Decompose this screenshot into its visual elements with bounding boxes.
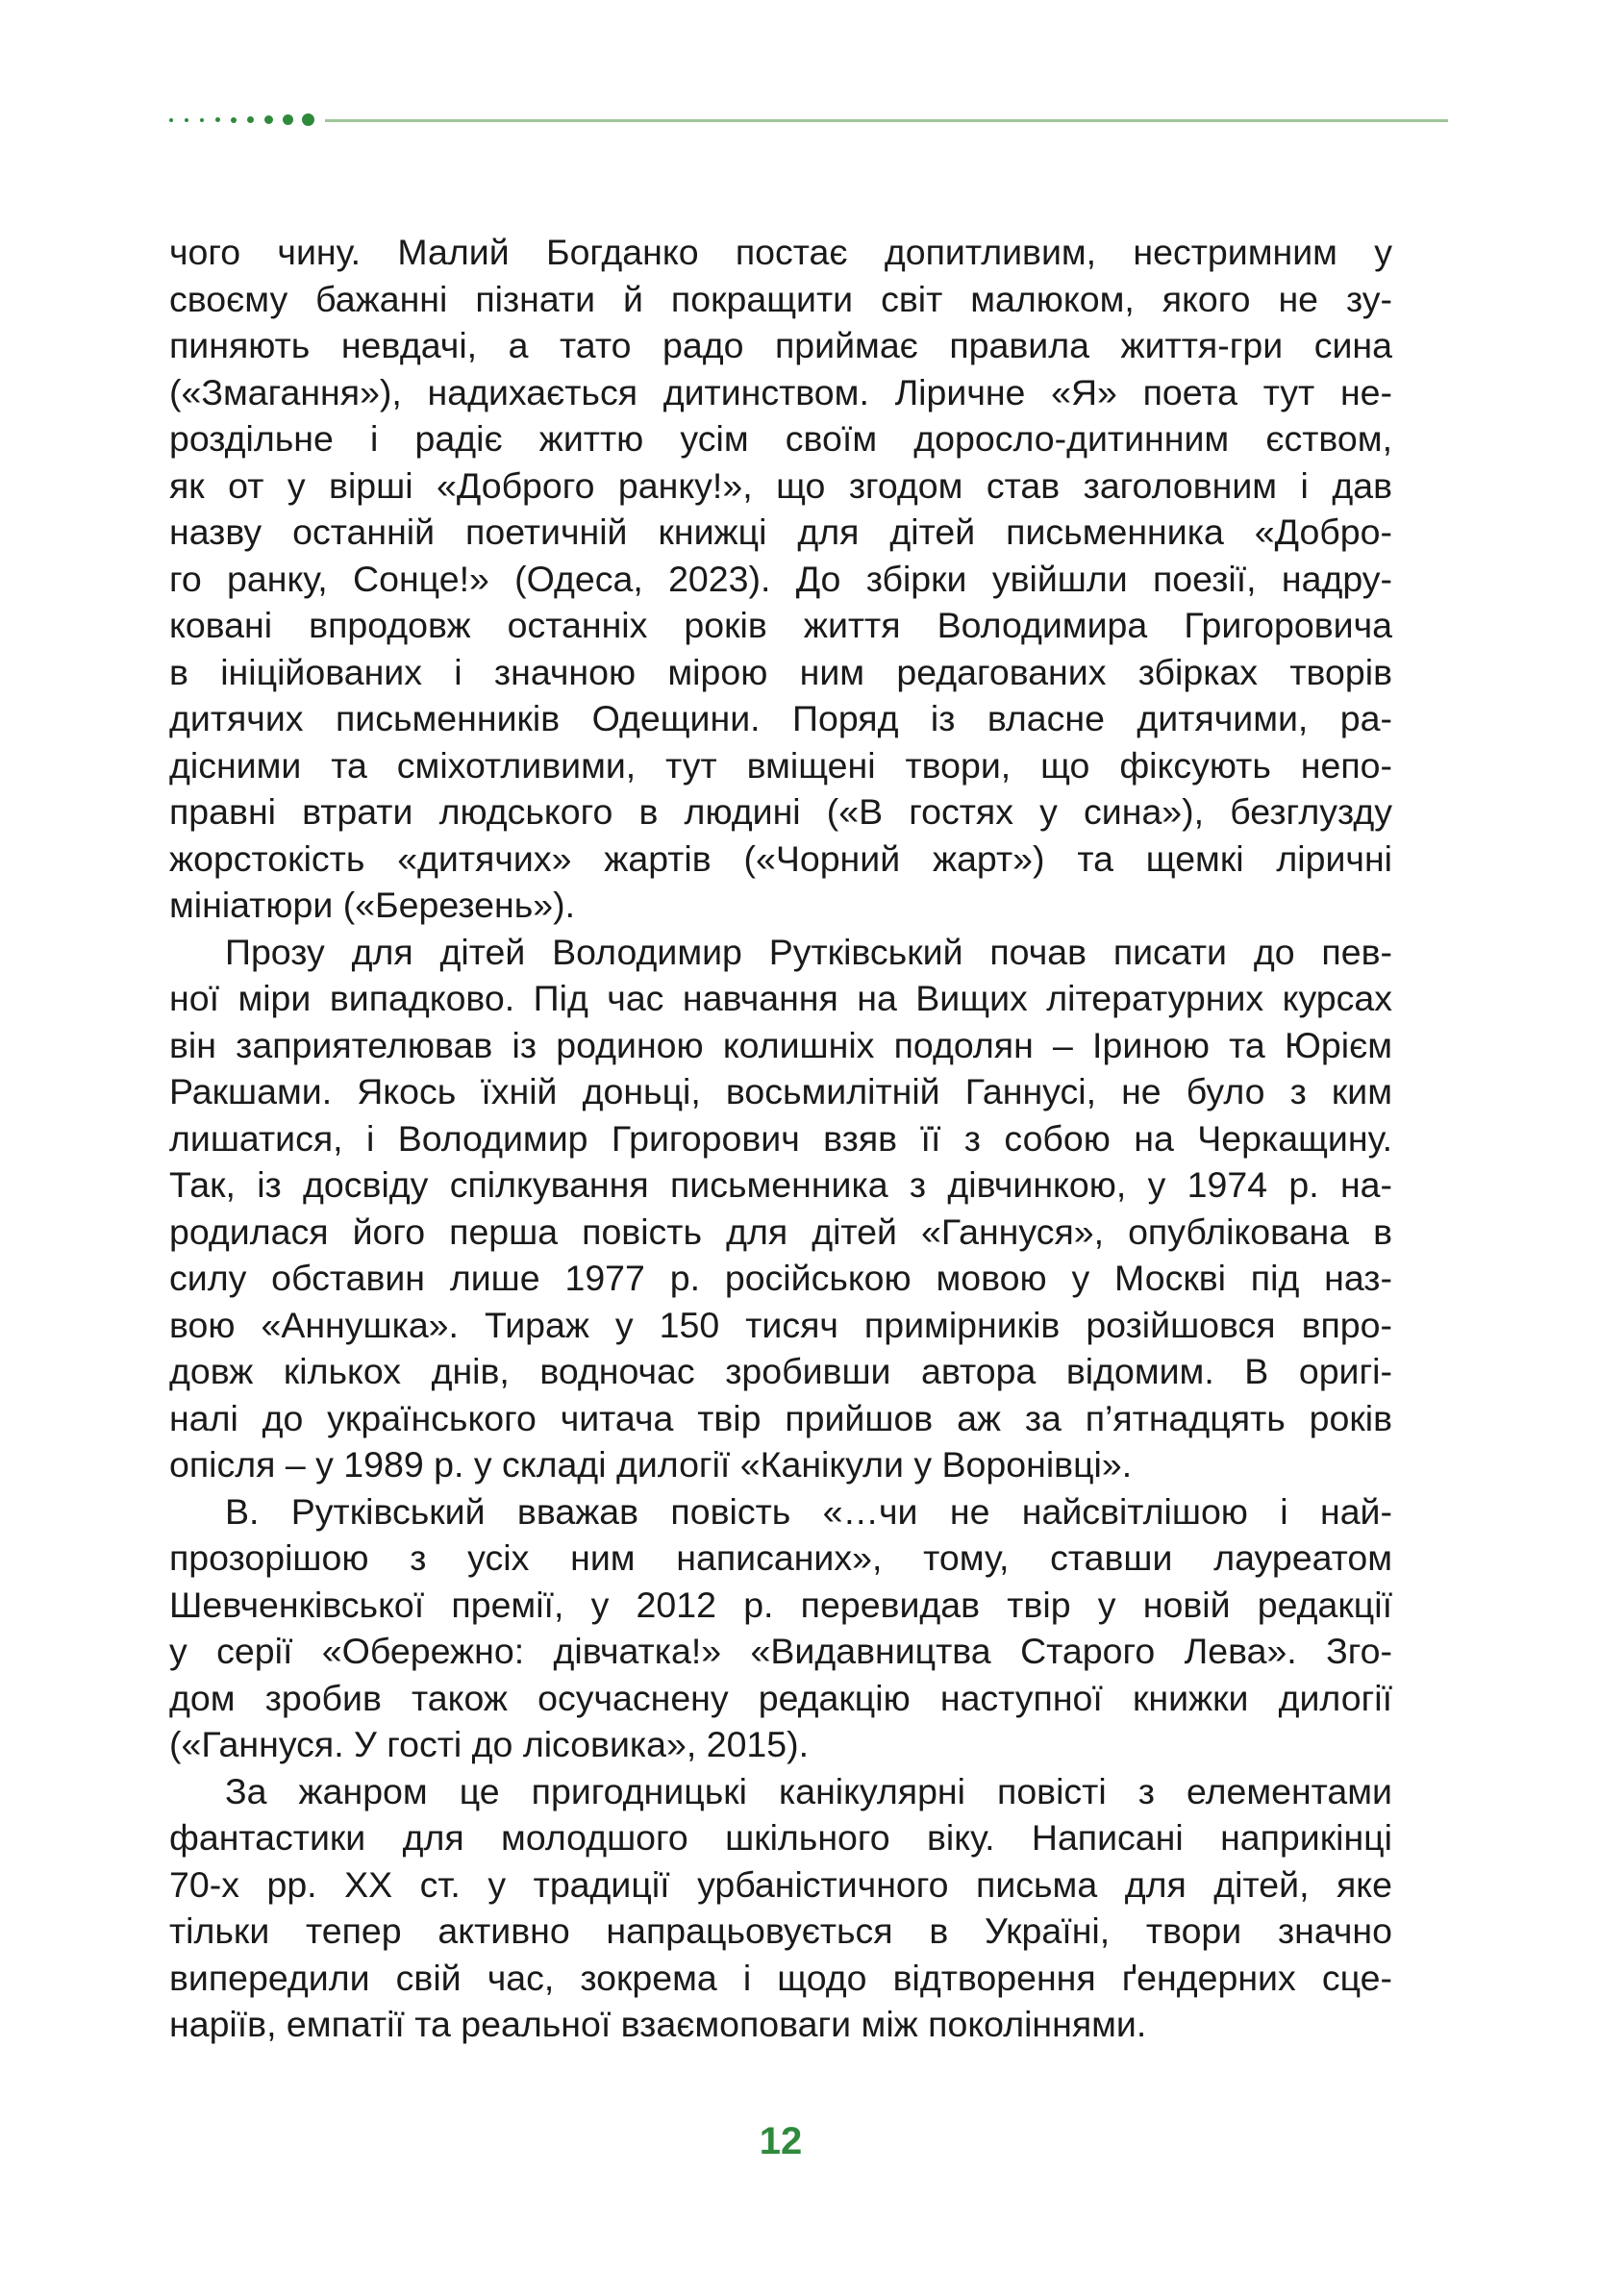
text-line: («Змагання»), надихається дитинством. Ліричне «Я» поета тут не-: [169, 371, 1392, 412]
body-text: [169, 229, 1392, 2048]
text-line: налі до українського читача твір прийшов аж за п’ятнадцять років: [169, 1397, 1392, 1438]
text-line: роздільне і радіє життю усім своїм доросло-дитинним єством,: [169, 418, 1392, 459]
text-line: опісля – у 1989 р. у складі дилогії «Канікули у Воронівці».: [169, 1444, 1133, 1485]
header-dot: [169, 118, 173, 122]
header-dot: [247, 116, 254, 123]
text-line: назву останній поетичній книжці для дітей письменника «Добро-: [169, 512, 1392, 552]
text-line: він заприятелював із родиною колишніх подолян – Іриною та Юрієм: [169, 1024, 1392, 1065]
page-number: 12: [759, 2120, 803, 2162]
text-line: («Ганнуся. У гості до лісовика», 2015).: [169, 1724, 810, 1764]
text-line: вою «Аннушка». Тираж у 150 тисяч примірників розійшовся впро-: [169, 1304, 1392, 1345]
text-line: Шевченківської премії, у 2012 р. перевидав твір у новій редакції: [169, 1584, 1392, 1625]
text-line: Так, із досвіду спілкування письменника з дівчинкою, у 1974 р. на-: [169, 1164, 1392, 1205]
text-line: пиняють невдачі, а тато радо приймає правила життя-гри сина: [169, 325, 1392, 365]
text-line: довж кількох днів, водночас зробивши автора відомим. В оригі-: [169, 1351, 1392, 1391]
text-line: родилася його перша повість для дітей «Ганнуся», опублікована в: [169, 1211, 1392, 1252]
paragraph: [169, 229, 1392, 929]
paragraph: [169, 1768, 1392, 2048]
text-line: дитячих письменників Одещини. Поряд із власне дитячими, ра-: [169, 698, 1392, 738]
text-line: прозорішою з усіх ним написаних», тому, ставши лауреатом: [169, 1537, 1392, 1578]
header-dot: [283, 114, 293, 125]
paragraph: [169, 929, 1392, 1488]
text-line: своєму бажанні пізнати й покращити світ малюком, якого не зу-: [169, 278, 1392, 319]
header-dot: [231, 117, 237, 123]
header-dot: [185, 118, 188, 122]
text-line: наріїв, емпатії та реальної взаємоповаги між поколіннями.: [169, 2004, 1147, 2044]
text-line: лишатися, і Володимир Григорович взяв її з собою на Черкащину.: [169, 1117, 1392, 1159]
text-line: фантастики для молодшого шкільного віку. Написані наприкінці: [169, 1817, 1392, 1858]
header-rule: [169, 112, 1448, 128]
text-line: як от у вірші «Доброго ранку!», що згодом став заголовним і дав: [169, 464, 1392, 506]
text-line: дом зробив також осучаснену редакцію наступної книжки дилогії: [169, 1677, 1392, 1718]
text-line: го ранку, Сонце!» (Одеса, 2023). До збірки увійшли поезії, надру-: [169, 558, 1392, 599]
text-line: ковані впродовж останніх років життя Володимира Григоровича: [169, 605, 1392, 645]
header-dot: [200, 118, 204, 122]
text-line: чого чину. Малий Богданко постає допитливим, нестримним у: [169, 232, 1392, 272]
text-line: правні втрати людського в людині («В гостях у сина»), безглузду: [169, 791, 1392, 832]
text-line: За жанром це пригодницькі канікулярні повісті з елементами: [225, 1770, 1392, 1811]
text-line: В. Рутківський вважав повість «…чи не найсвітлішою і най-: [225, 1490, 1392, 1532]
text-line: ної міри випадково. Під час навчання на Вищих літературних курсах: [169, 978, 1392, 1018]
header-line: [325, 119, 1448, 122]
text-line: в ініційованих і значною мірою ним редагованих збірках творів: [169, 651, 1392, 692]
text-line: 70-х рр. ХХ ст. у традиції урбаністичного письма для дітей, яке: [169, 1863, 1392, 1905]
text-line: Ракшами. Якось їхній доньці, восьмилітній Ганнусі, не було з ким: [169, 1071, 1392, 1111]
header-dot: [302, 113, 314, 126]
text-line: дісними та сміхотливими, тут вміщені твори, що фіксують непо-: [169, 744, 1392, 786]
text-line: тільки тепер активно напрацьовується в Україні, твори значно: [169, 1910, 1392, 1951]
header-dot: [215, 117, 220, 122]
text-line: випередили свій час, зокрема і щодо відтворення ґендерних сце-: [169, 1957, 1392, 1998]
header-dot: [264, 115, 273, 124]
paragraph: [169, 1488, 1392, 1768]
text-line: Прозу для дітей Володимир Рутківський почав писати до пев-: [225, 931, 1392, 972]
text-line: мініатюри («Березень»).: [169, 885, 576, 925]
text-line: жорстокість «дитячих» жартів («Чорний жарт») та щемкі ліричні: [169, 837, 1392, 879]
header-dots: [169, 112, 313, 128]
text-line: у серії «Обережно: дівчатка!» «Видавництва Старого Лева». Зго-: [169, 1631, 1392, 1671]
text-line: силу обставин лише 1977 р. російською мовою у Москві під наз-: [169, 1258, 1392, 1298]
